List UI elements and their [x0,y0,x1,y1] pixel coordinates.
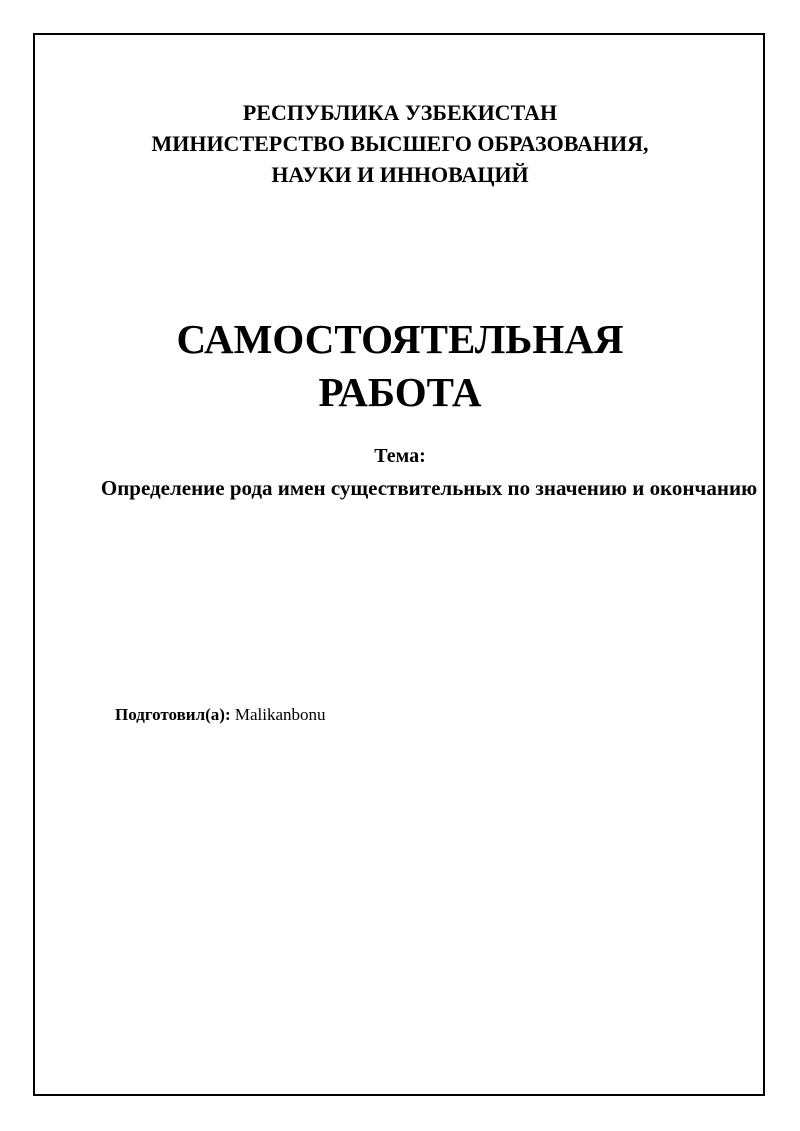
institution-header [0,97,800,190]
prepared-by-label: Подготовил(а): [115,705,231,724]
topic-label: Тема: [374,445,426,467]
header-ministry-continued: НАУКИ И ИННОВАЦИЙ [271,162,529,187]
prepared-by-row [115,704,326,726]
title-line-2: РАБОТА [318,369,482,415]
header-country: РЕСПУБЛИКА УЗБЕКИСТАН [242,100,558,125]
document-title [0,313,800,419]
topic-text: Определение рода имен существительных по значению и окончанию [100,476,758,500]
prepared-by-name: Malikanbonu [234,705,326,724]
title-line-1: САМОСТОЯТЕЛЬНАЯ [176,316,624,362]
header-ministry: МИНИСТЕРСТВО ВЫСШЕГО ОБРАЗОВАНИЯ, [151,131,649,156]
page-border-frame [33,33,765,1096]
